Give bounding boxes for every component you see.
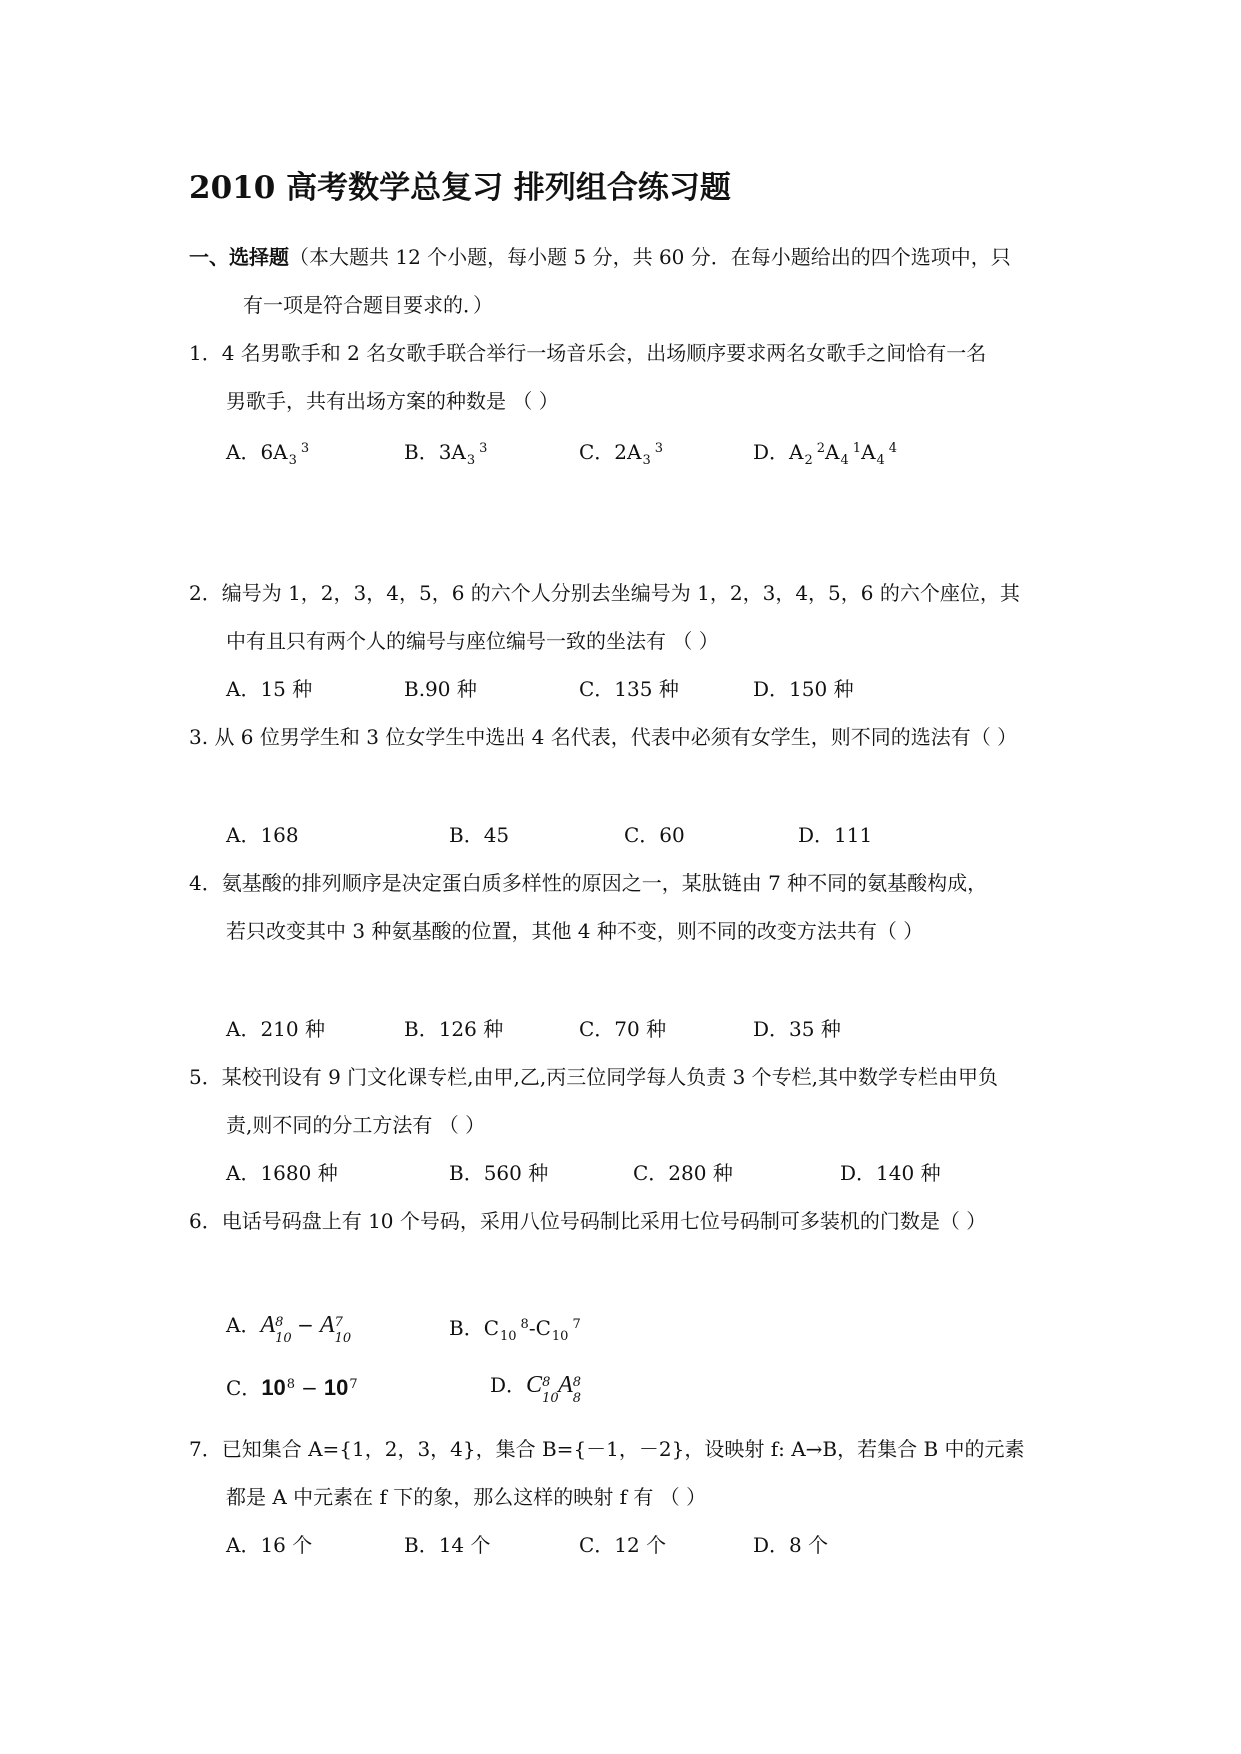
q6-b-label: B．C [449, 1316, 499, 1340]
q6-c-sup1: 8 [286, 1377, 296, 1392]
q5-option-a: A．1680 种 [226, 1161, 338, 1185]
q6-d-label: D． [490, 1373, 527, 1397]
q3-option-d: D．111 [798, 823, 873, 847]
q1-a-label: A．6A [226, 440, 288, 464]
page-title: 2010 高考数学总复习 排列组合练习题 [189, 170, 731, 206]
q1-c-sup: 3 [654, 441, 664, 456]
q1-a-sub: 3 [288, 453, 297, 468]
q6-text-line1: 6．电话号码盘上有 10 个号码，采用八位号码制比采用七位号码制可多装机的门数是（ ） [189, 1209, 987, 1233]
q5-text-line2: 责,则不同的分工方法有 （ ） [226, 1113, 486, 1137]
q6-a-label: A． [226, 1313, 261, 1337]
q6-a-up1: 8 [275, 1315, 284, 1330]
q6-b-sup1: 8 [520, 1317, 529, 1332]
q1-d-sup2: 1 [852, 441, 862, 456]
q6-b-sup2: 7 [572, 1317, 581, 1332]
q6-a-dn1: 10 [275, 1331, 292, 1346]
q1-b-sub: 3 [466, 453, 476, 468]
q1-d-label: D．A [753, 440, 804, 464]
section-note: （本大题共 12 个小题，每小题 5 分，共 60 分．在每小题给出的四个选项中，只 [289, 245, 1011, 269]
q2-option-a: A．15 种 [226, 677, 313, 701]
q1-d-sup1: 2 [816, 441, 826, 456]
q2-option-b: B.90 种 [404, 677, 477, 701]
q4-text-line2: 若只改变其中 3 种氨基酸的位置，其他 4 种不变，则不同的改变方法共有（ ） [226, 919, 924, 943]
q5-option-b: B．560 种 [449, 1161, 549, 1185]
q1-d-sup3: 4 [888, 441, 898, 456]
q3-option-b: B．45 [449, 823, 510, 847]
q6-a-perm1: A [260, 1312, 276, 1338]
section-header [189, 244, 1011, 270]
q6-b-mid: -C [528, 1316, 551, 1340]
q6-option-a [226, 1312, 352, 1346]
q4-option-d: D．35 种 [753, 1017, 841, 1041]
q2-option-c: C．135 种 [579, 677, 679, 701]
q7-option-a: A．16 个 [226, 1533, 313, 1557]
q6-c-minus: − [301, 1376, 318, 1400]
q6-d-perm: A [558, 1372, 573, 1398]
q6-a-dn2: 10 [334, 1331, 352, 1346]
q5-text-line1: 5．某校刊设有 9 门文化课专栏,由甲,乙,丙三位同学每人负责 3 个专栏,其中数学专栏由甲负 [189, 1065, 999, 1089]
q6-d-dn2: 8 [572, 1391, 582, 1406]
q1-d-sub2: 4 [840, 453, 849, 468]
q1-b-sup: 3 [479, 441, 488, 456]
q6-option-b [449, 1312, 581, 1350]
q7-text-line2: 都是 A 中元素在 f 下的象，那么这样的映射 f 有 （ ） [226, 1485, 707, 1509]
q5-option-c: C．280 种 [633, 1161, 733, 1185]
q5-option-d: D．140 种 [840, 1161, 941, 1185]
q6-d-dn1: 10 [542, 1391, 559, 1406]
q2-text-line2: 中有且只有两个人的编号与座位编号一致的坐法有 （ ） [226, 629, 719, 653]
q6-b-sub1: 10 [500, 1329, 517, 1344]
q4-option-b: B．126 种 [404, 1017, 504, 1041]
section-note-line2: 有一项是符合题目要求的．） [243, 293, 493, 317]
section-heading: 一、选择题 [189, 245, 289, 269]
q6-c-sup2: 7 [349, 1377, 358, 1392]
q6-c-base1: 10 [261, 1375, 286, 1400]
q6-option-c [226, 1372, 358, 1401]
q6-a-minus: − [297, 1313, 314, 1337]
q6-a-perm2: A [319, 1312, 335, 1338]
q3-text-line1: 3. 从 6 位男学生和 3 位女学生中选出 4 名代表，代表中必须有女学生，则不同的选法有（ ） [189, 725, 1018, 749]
q3-option-a: A．168 [226, 823, 299, 847]
q2-text-line1: 2．编号为 1，2，3，4，5，6 的六个人分别去坐编号为 1，2，3，4，5，6 的六个座位，其 [189, 581, 1020, 605]
q3-option-c: C．60 [624, 823, 685, 847]
q6-c-label: C． [226, 1376, 262, 1400]
q1-option-a [226, 436, 309, 474]
q6-d-up2: 8 [572, 1375, 582, 1390]
q1-option-c [579, 436, 663, 474]
q6-option-d [490, 1372, 589, 1406]
q1-d-mid1: A [825, 440, 840, 464]
q1-option-d [753, 436, 897, 474]
q1-option-b [404, 436, 487, 474]
q4-option-c: C．70 种 [579, 1017, 667, 1041]
q6-d-up1: 8 [542, 1375, 551, 1390]
q1-a-sup: 3 [300, 441, 310, 456]
q1-text-line1: 1．4 名男歌手和 2 名女歌手联合举行一场音乐会，出场顺序要求两名女歌手之间恰有一名 [189, 341, 987, 365]
q1-d-sub1: 2 [804, 453, 813, 468]
q7-option-c: C．12 个 [579, 1533, 667, 1557]
q1-text-line2: 男歌手，共有出场方案的种数是 （ ） [226, 389, 559, 413]
q1-b-label: B．3A [404, 440, 466, 464]
q7-option-b: B．14 个 [404, 1533, 491, 1557]
q6-c-base2: 10 [323, 1375, 349, 1400]
q2-option-d: D．150 种 [753, 677, 854, 701]
q6-a-up2: 7 [334, 1315, 343, 1330]
q1-c-sub: 3 [642, 453, 651, 468]
q7-text-line1: 7．已知集合 A={1，2，3，4}，集合 B={－1，－2}，设映射 f: A→B，若集合 B 中的元素 [189, 1437, 1025, 1461]
q6-b-sub2: 10 [551, 1329, 569, 1344]
q1-c-label: C．2A [579, 440, 642, 464]
q1-d-sub3: 4 [876, 453, 885, 468]
q1-d-mid2: A [861, 440, 876, 464]
q7-option-d: D．8 个 [753, 1533, 829, 1557]
q6-d-comb: C [526, 1372, 543, 1398]
q4-option-a: A．210 种 [226, 1017, 325, 1041]
q4-text-line1: 4．氨基酸的排列顺序是决定蛋白质多样性的原因之一，某肽链由 7 种不同的氨基酸构成， [189, 871, 988, 895]
